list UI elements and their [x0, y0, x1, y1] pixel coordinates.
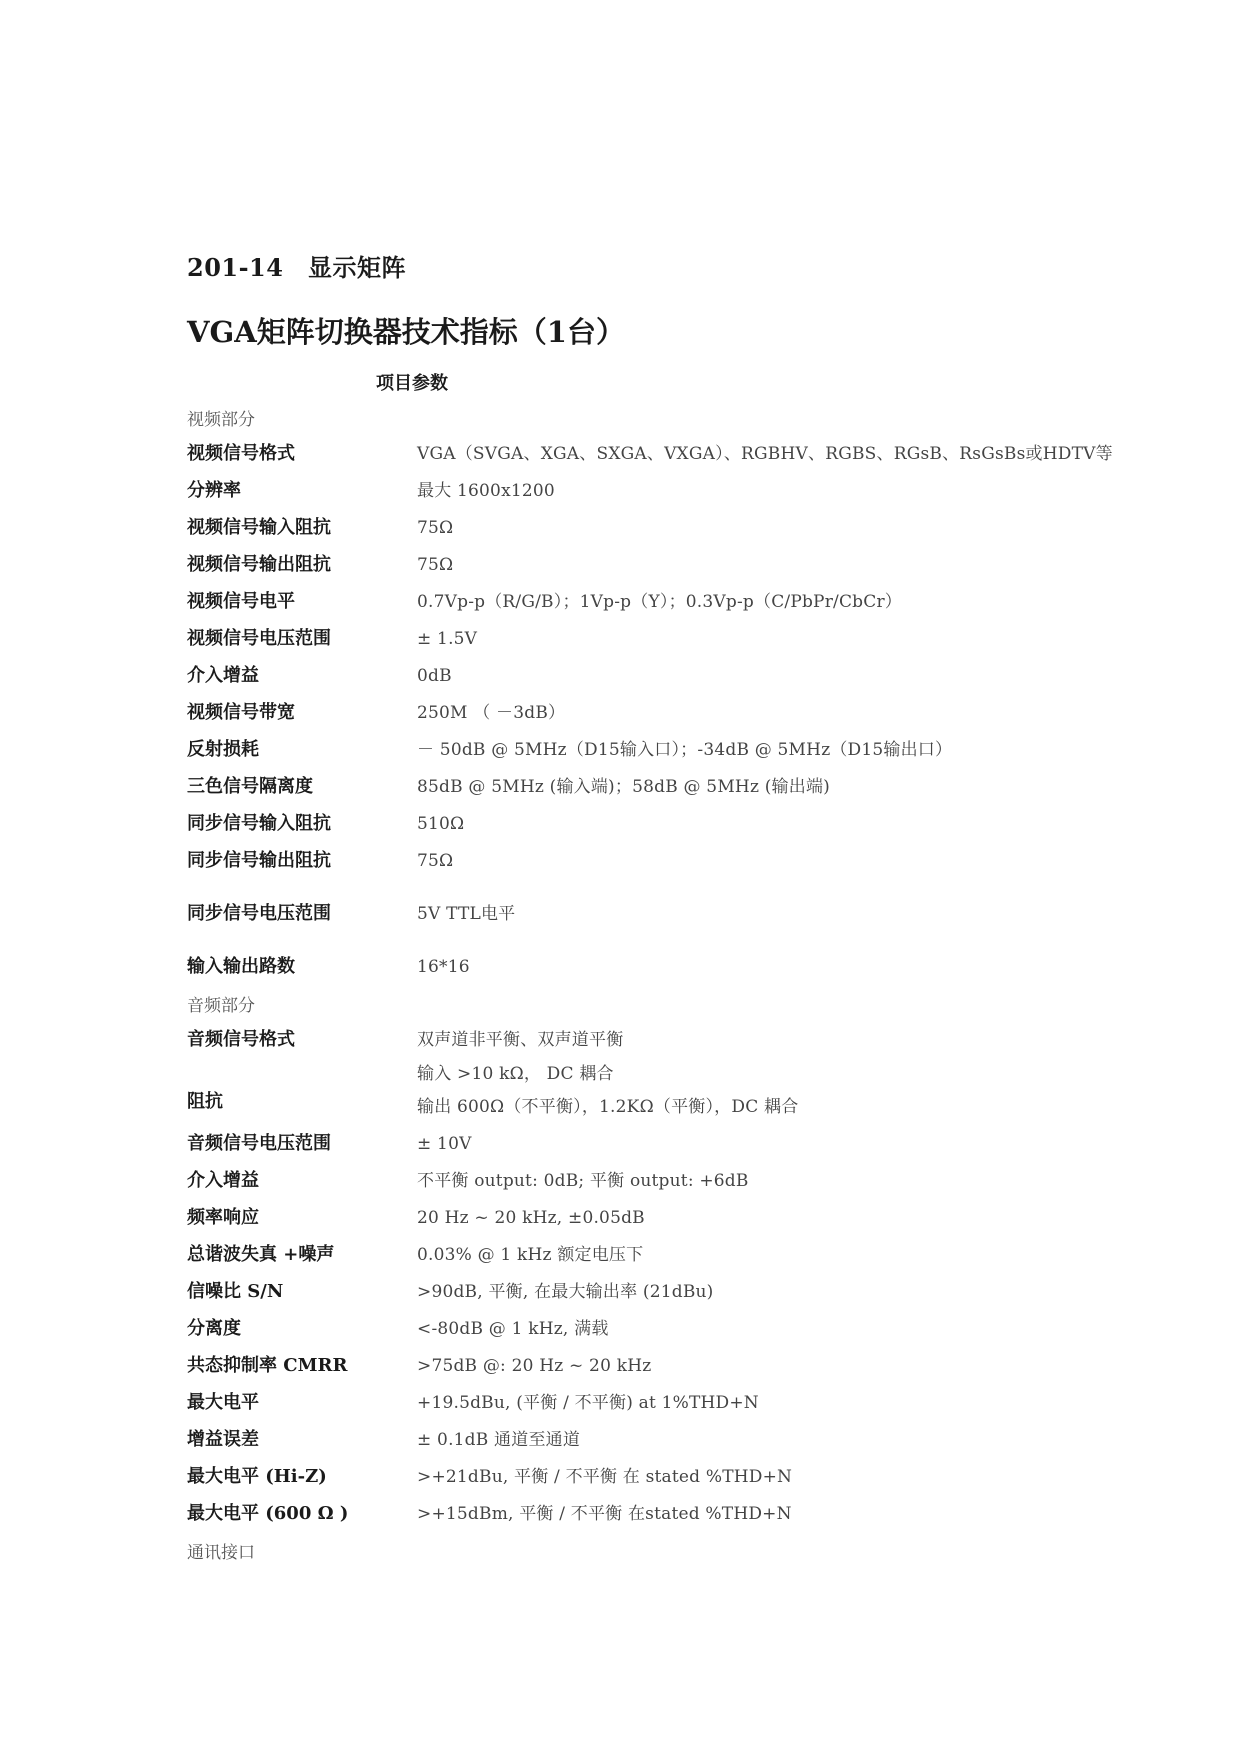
- spec-label: 共态抑制率 CMRR: [187, 1355, 348, 1376]
- spec-label: 最大电平: [187, 1392, 259, 1413]
- spec-value: － 50dB @ 5MHz（D15输入口）；-34dB @ 5MHz（D15输出口）: [417, 740, 953, 760]
- spec-value: 0.7Vp-p（R/G/B）；1Vp-p（Y）；0.3Vp-p（C/PbPr/CbCr）: [417, 592, 902, 612]
- spec-value: >90dB, 平衡, 在最大输出率 (21dBu): [417, 1282, 714, 1302]
- spec-label: 分离度: [187, 1318, 241, 1339]
- spec-value: 不平衡 output: 0dB; 平衡 output: +6dB: [417, 1171, 749, 1191]
- spec-value: ± 0.1dB 通道至通道: [417, 1430, 581, 1450]
- spec-label: 最大电平 (600 Ω ): [187, 1503, 349, 1524]
- spec-value: 75Ω: [417, 851, 454, 871]
- spec-label: 总谐波失真 +噪声: [187, 1244, 335, 1265]
- section-number: 201-14 显示矩阵: [187, 253, 406, 282]
- spec-value: ± 1.5V: [417, 629, 478, 649]
- spec-label: 视频信号输入阻抗: [187, 517, 331, 538]
- spec-value: 75Ω: [417, 518, 454, 538]
- spec-value: +19.5dBu, (平衡 / 不平衡) at 1%THD+N: [417, 1393, 759, 1413]
- spec-label: 增益误差: [187, 1429, 259, 1450]
- spec-label: 反射损耗: [187, 739, 259, 760]
- category-comm: 通讯接口: [187, 1543, 255, 1563]
- spec-value: >+21dBu, 平衡 / 不平衡 在 stated %THD+N: [417, 1467, 793, 1487]
- spec-value: 最大 1600x1200: [417, 481, 555, 501]
- spec-value: 双声道非平衡、双声道平衡: [417, 1030, 624, 1050]
- spec-label: 三色信号隔离度: [187, 776, 313, 797]
- spec-value: <-80dB @ 1 kHz, 满载: [417, 1319, 609, 1339]
- spec-label: 视频信号电平: [187, 591, 295, 612]
- spec-label: 介入增益: [187, 665, 259, 686]
- spec-label: 最大电平 (Hi-Z): [187, 1466, 327, 1487]
- spec-value: 510Ω: [417, 814, 465, 834]
- spec-value: 0.03% @ 1 kHz 额定电压下: [417, 1245, 644, 1265]
- spec-value: 75Ω: [417, 555, 454, 575]
- spec-label: 同步信号输入阻抗: [187, 813, 331, 834]
- spec-value: 16*16: [417, 957, 470, 977]
- spec-value: 0dB: [417, 666, 452, 686]
- spec-label: 信噪比 S/N: [187, 1281, 284, 1302]
- spec-label: 频率响应: [187, 1207, 259, 1228]
- spec-label: 视频信号带宽: [187, 702, 295, 723]
- spec-value-line: 输出 600Ω（不平衡），1.2KΩ（平衡），DC 耦合: [417, 1097, 799, 1117]
- spec-value-multiline: [417, 1062, 798, 1128]
- spec-value: 5V TTL电平: [417, 904, 516, 924]
- spec-value: 85dB @ 5MHz (输入端)；58dB @ 5MHz (输出端): [417, 777, 830, 797]
- spec-label: 同步信号输出阻抗: [187, 850, 331, 871]
- category-video: 视频部分: [187, 410, 255, 430]
- spec-value: >75dB @: 20 Hz ~ 20 kHz: [417, 1356, 652, 1376]
- spec-label: 阻抗: [187, 1091, 223, 1112]
- spec-value: ± 10V: [417, 1134, 472, 1154]
- spec-label: 视频信号输出阻抗: [187, 554, 331, 575]
- spec-value: VGA（SVGA、XGA、SXGA、VXGA）、RGBHV、RGBS、RGsB、RsGsBs或HDTV等: [417, 444, 1113, 464]
- spec-label: 音频信号格式: [187, 1029, 295, 1050]
- spec-value-line: 输入 >10 kΩ， DC 耦合: [417, 1064, 614, 1084]
- spec-label: 音频信号电压范围: [187, 1133, 331, 1154]
- spec-label: 输入输出路数: [187, 956, 295, 977]
- spec-label: 同步信号电压范围: [187, 903, 331, 924]
- category-audio: 音频部分: [187, 996, 255, 1016]
- document-title: VGA矩阵切换器技术指标（1台）: [187, 315, 625, 349]
- table-header: 项目参数: [376, 373, 448, 394]
- spec-value: 250M （ －3dB）: [417, 703, 566, 723]
- spec-value: >+15dBm, 平衡 / 不平衡 在stated %THD+N: [417, 1504, 792, 1524]
- spec-label: 视频信号电压范围: [187, 628, 331, 649]
- spec-label: 视频信号格式: [187, 443, 295, 464]
- spec-label: 介入增益: [187, 1170, 259, 1191]
- spec-label: 分辨率: [187, 480, 241, 501]
- spec-value: 20 Hz ~ 20 kHz, ±0.05dB: [417, 1208, 645, 1228]
